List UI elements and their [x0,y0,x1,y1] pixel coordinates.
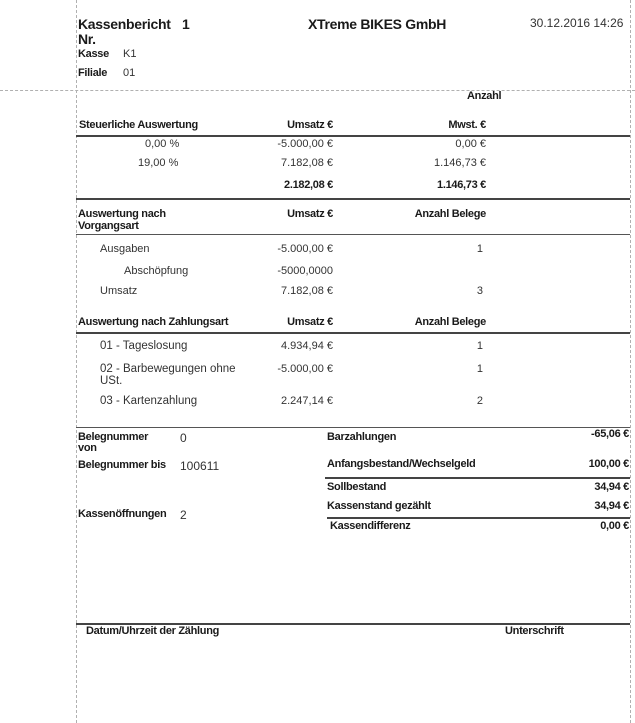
anfangsbestand-label: Anfangsbestand/Wechselgeld [327,458,476,470]
kassenoeffnungen-label: Kassenöffnungen [78,508,167,520]
tax-mwst: 0,00 € [455,138,486,150]
tax-total-umsatz: 2.182,08 € [284,179,333,191]
kasse-value: K1 [123,48,137,60]
belegnummer-von-value: 0 [180,431,187,445]
vorgang-label: Abschöpfung [124,265,189,277]
anzahl-label: Anzahl [467,90,502,102]
zahlungsart-label: 02 - Barbewegungen ohne [100,363,236,375]
tax-section-title: Steuerliche Auswertung [79,119,198,131]
zahlungsart-label: 03 - Kartenzahlung [100,395,198,407]
belegnummer-bis-label: Belegnummer bis [78,459,166,471]
header-separator [0,90,635,91]
vorgang-col-umsatz: Umsatz € [287,208,333,220]
barzahlungen-value: -65,06 € [591,428,629,440]
filiale-label: Filiale [78,67,108,79]
tax-rate: 0,00 % [145,138,180,150]
zahlungsart-umsatz: 2.247,14 € [281,395,333,407]
vorgang-section-title-2: Vorgangsart [78,220,139,232]
zahlungsart-section-title: Auswertung nach Zahlungsart [78,316,229,328]
vorgang-anzahl: 3 [476,285,483,297]
zahlungsart-anzahl: 1 [476,363,483,375]
vorgang-umsatz: -5.000,00 € [277,243,333,255]
vorgang-label: Ausgaben [100,243,150,255]
unterschrift-label: Unterschrift [505,625,564,637]
tax-umsatz: 7.182,08 € [281,157,333,169]
zahlungsart-label-cont: USt. [100,375,123,387]
zahlungsart-umsatz: -5.000,00 € [277,363,333,375]
tax-col-umsatz: Umsatz € [287,119,333,131]
margin-guide-left [76,0,77,723]
zahlungsart-col-anzahl: Anzahl Belege [414,316,486,328]
zahlungsart-col-umsatz: Umsatz € [287,316,333,328]
tax-rate: 19,00 % [138,157,179,169]
sollbestand-rule [325,477,630,479]
sollbestand-value: 34,94 € [594,481,629,493]
filiale-value: 01 [123,67,136,79]
kassenstand-value: 34,94 € [594,500,629,512]
company-name: XTreme BIKES GmbH [308,16,447,32]
kassendifferenz-rule [327,517,630,519]
zahlungsart-anzahl: 1 [476,340,483,352]
sollbestand-label: Sollbestand [327,481,387,493]
kasse-label: Kasse [78,48,109,60]
report-title-nr: Nr. [78,31,96,47]
tax-umsatz: -5.000,00 € [277,138,333,150]
zahlungsart-header-rule [76,332,630,334]
zahlungsart-anzahl: 2 [476,395,483,407]
vorgang-label: Umsatz [100,285,138,297]
belegnummer-von-label: Belegnummer [78,431,149,443]
tax-col-mwst: Mwst. € [448,119,486,131]
belegnummer-von-label-2: von [78,442,97,454]
kassendifferenz-label: Kassendifferenz [330,520,411,532]
kassenoeffnungen-value: 2 [180,508,187,522]
vorgang-header-rule [76,234,630,235]
report-number: 1 [182,16,190,32]
tax-total-mwst: 1.146,73 € [437,179,486,191]
belegnummer-bis-value: 100611 [180,459,220,473]
zahlungsart-label: 01 - Tageslosung [100,340,188,352]
vorgang-umsatz: -5000,0000 [277,265,333,277]
tax-section-end-rule [76,198,630,200]
vorgang-umsatz: 7.182,08 € [281,285,333,297]
report-title: Kassenbericht [78,16,171,32]
tax-mwst: 1.146,73 € [434,157,486,169]
vorgang-anzahl: 1 [476,243,483,255]
datum-uhrzeit-label: Datum/Uhrzeit der Zählung [86,625,220,637]
anfangsbestand-value: 100,00 € [588,458,629,470]
vorgang-section-title: Auswertung nach [78,208,166,220]
margin-guide-right [630,0,631,723]
zahlungsart-umsatz: 4.934,94 € [281,340,333,352]
tax-header-rule [76,135,630,137]
barzahlungen-label: Barzahlungen [327,431,397,443]
vorgang-col-anzahl: Anzahl Belege [414,208,486,220]
report-datetime: 30.12.2016 14:26 [530,16,624,30]
kassendifferenz-value: 0,00 € [600,520,629,532]
kassenstand-label: Kassenstand gezählt [327,500,431,512]
